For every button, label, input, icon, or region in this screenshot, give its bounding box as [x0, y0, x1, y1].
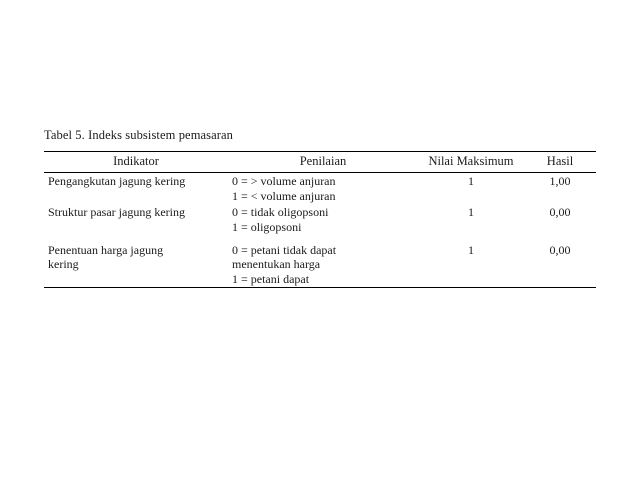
- cell-indikator: [44, 173, 228, 205]
- table-caption: Tabel 5. Indeks subsistem pemasaran: [44, 128, 234, 142]
- cell-penilaian: [228, 173, 418, 205]
- cell-hasil: 1,00: [549, 174, 571, 188]
- cell-penilaian: [228, 242, 418, 288]
- header-row: [44, 152, 596, 173]
- penilaian-line: 1 = petani dapat: [232, 271, 310, 286]
- penilaian-line: menentukan harga: [232, 257, 321, 272]
- penilaian-line: 1 = oligopsoni: [232, 219, 302, 234]
- cell-hasil: 0,00: [549, 205, 571, 220]
- cell-indikator: [44, 204, 228, 235]
- table-row: [44, 242, 596, 288]
- indikator-line: Struktur pasar jagung kering: [48, 205, 185, 220]
- column-header-indikator: Indikator: [44, 152, 228, 173]
- table-body: [44, 173, 596, 288]
- penilaian-line: 0 = tidak oligopsoni: [232, 205, 329, 220]
- cell-nilai-maksimum: 1: [468, 174, 474, 188]
- cell-penilaian: [228, 204, 418, 235]
- table-row: [44, 204, 596, 235]
- penilaian-line: 0 = > volume anjuran: [232, 174, 336, 188]
- cell-indikator: [44, 242, 228, 288]
- cell-hasil: 0,00: [524, 242, 596, 288]
- column-header-nilai-maksimum: Nilai Maksimum: [418, 152, 524, 173]
- cell-nilai-maksimum: 1: [468, 205, 474, 220]
- index-table: [44, 151, 596, 288]
- indikator-line: Pengangkutan jagung kering: [48, 174, 186, 188]
- column-header-penilaian: Penilaian: [228, 152, 418, 173]
- column-header-hasil: Hasil: [524, 152, 596, 173]
- penilaian-line: 1 = < volume anjuran: [232, 188, 336, 203]
- cell-nilai-maksimum: 1: [418, 242, 524, 288]
- table-header: [44, 152, 596, 173]
- table-row: [44, 173, 596, 205]
- indikator-line: Penentuan harga jagung: [48, 242, 164, 257]
- penilaian-line: 0 = petani tidak dapat: [232, 242, 337, 257]
- table-block: [44, 128, 600, 288]
- indikator-line: kering: [48, 257, 79, 272]
